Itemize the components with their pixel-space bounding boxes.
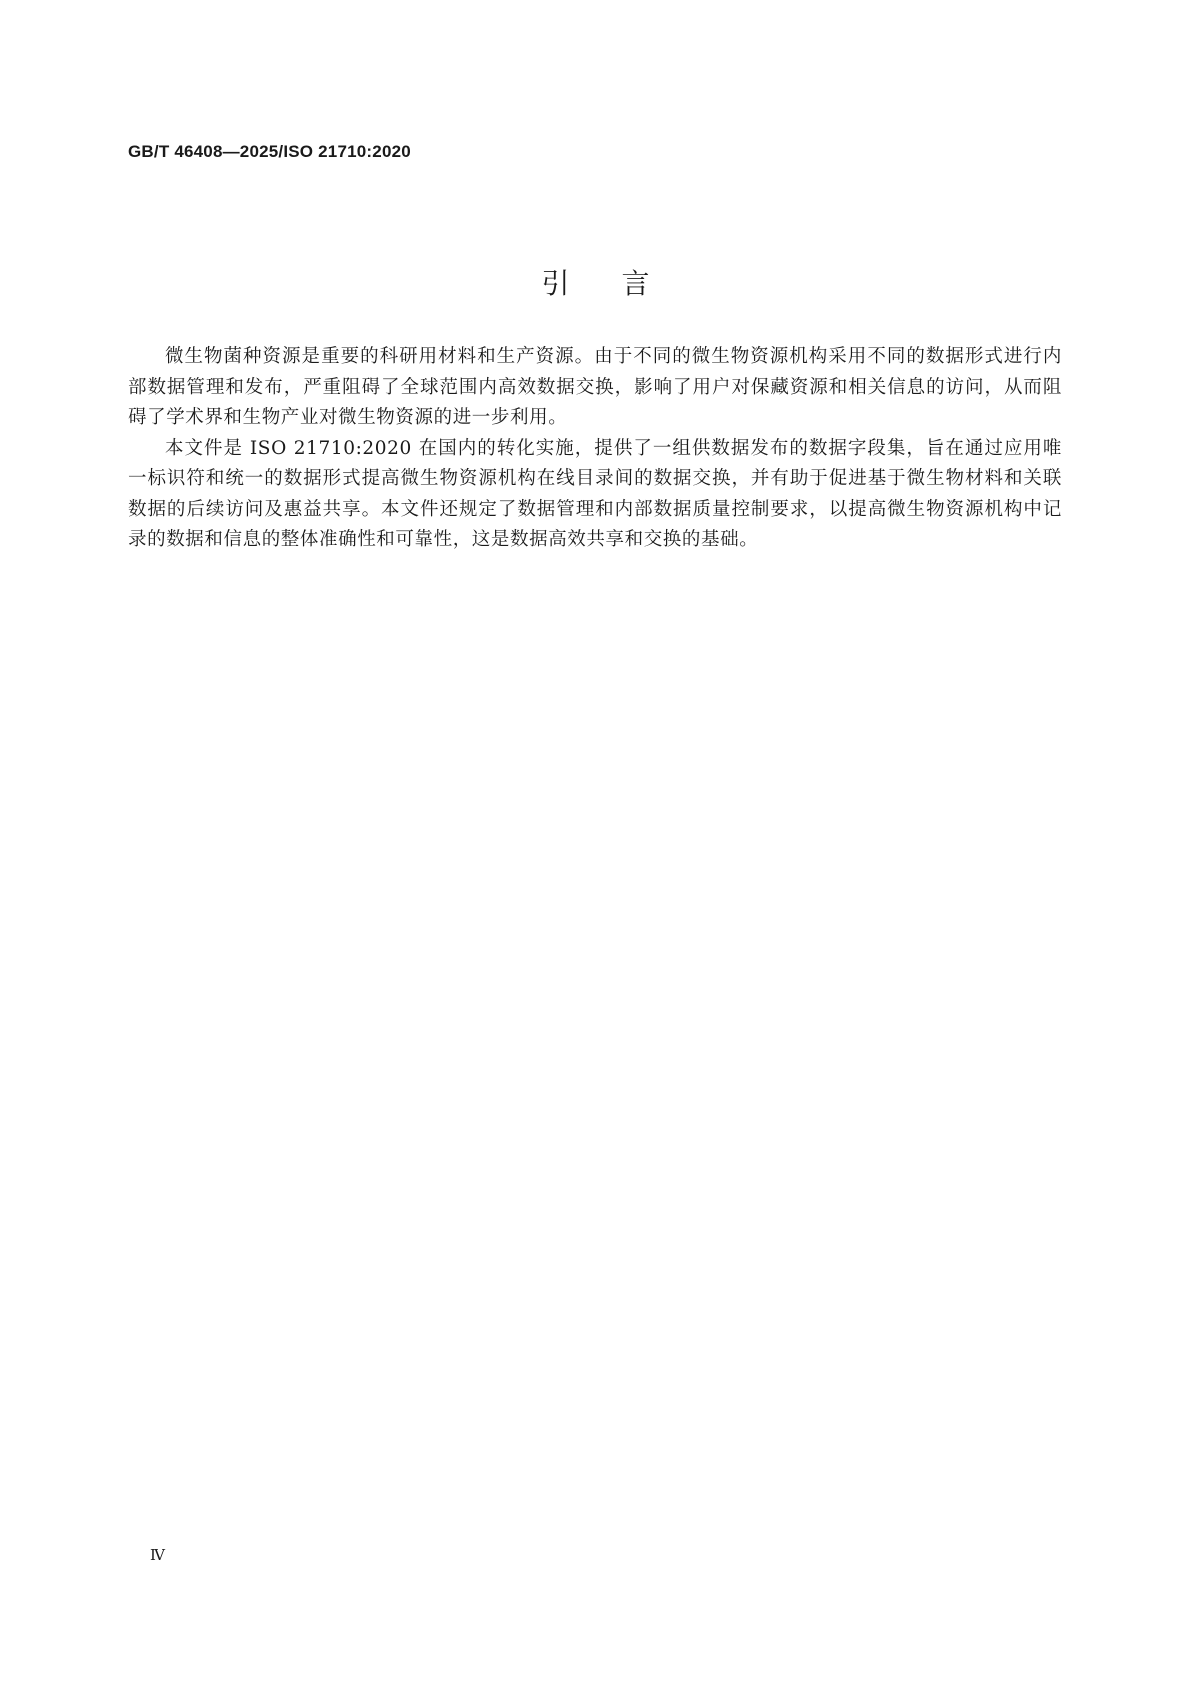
page-number: Ⅳ (150, 1546, 165, 1564)
standard-code-header: GB/T 46408—2025/ISO 21710:2020 (128, 142, 411, 161)
introduction-body (128, 342, 1062, 556)
paragraph-2: 本文件是 ISO 21710:2020 在国内的转化实施，提供了一组供数据发布的数据字段集，旨在通过应用唯一标识符和统一的数据形式提高微生物资源机构在线目录间的数据交换，并有助于促进基于微生物材料和关联数据的后续访问及惠益共享。本文件还规定了数据管理和内部数据质量控制要求，以提高微生物资源机构中记录的数据和信息的整体准确性和可靠性，这是数据高效共享和交换的基础。 (128, 437, 1062, 550)
paragraph-1: 微生物菌种资源是重要的科研用材料和生产资源。由于不同的微生物资源机构采用不同的数据形式进行内部数据管理和发布，严重阻碍了全球范围内高效数据交换，影响了用户对保藏资源和相关信息的访问，从而阻碍了学术界和生物产业对微生物资源的进一步利用。 (128, 346, 1062, 428)
page-title: 引言 (541, 266, 702, 300)
